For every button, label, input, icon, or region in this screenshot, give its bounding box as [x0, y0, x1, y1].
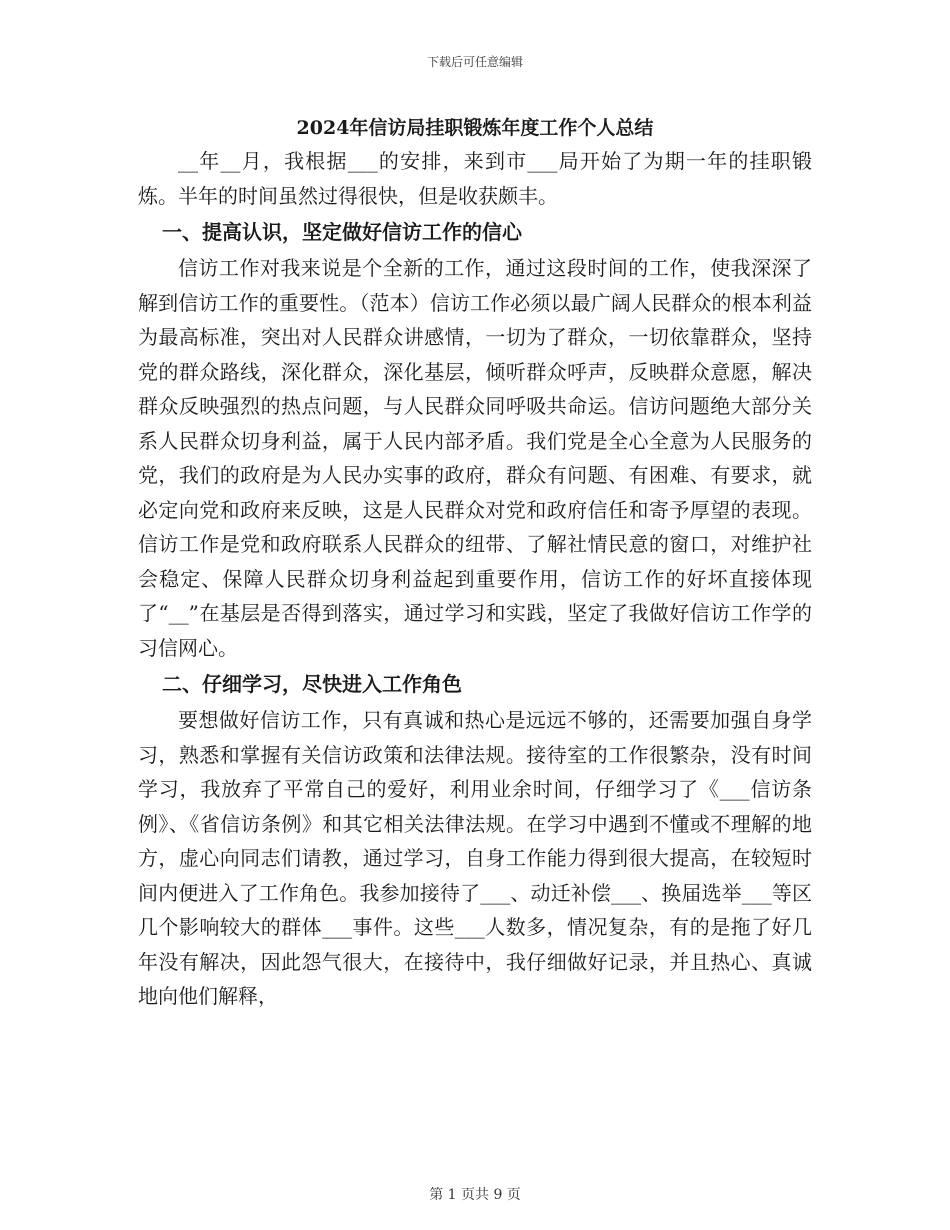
document-body — [138, 112, 812, 1014]
section-1-paragraph: 信访工作对我来说是个全新的工作，通过这段时间的工作，使我深深了解到信访工作的重要性。（范本）信访工作必须以最广阔人民群众的根本利益为最高标准，突出对人民群众讲感情，一切为了群众，一切依靠群众，坚持党的群众路线，深化群众，深化基层，倾听群众呼声，反映群众意愿，解决群众反映强烈的热点问题，与人民群众同呼吸共命运。信访问题绝大部分关系人民群众切身利益，属于人民内部矛盾。我们党是全心全意为人民服务的党，我们的政府是为人民办实事的政府，群众有问题、有困难、有要求，就必定向党和政府来反映，这是人民群众对党和政府信任和寄予厚望的表现。信访工作是党和政府联系人民群众的纽带、了解社情民意的窗口，对维护社会稳定、保障人民群众切身利益起到重要作用，信访工作的好坏直接体现了“__”在基层是否得到落实，通过学习和实践，坚定了我做好信访工作学的习信网心。 — [138, 256, 812, 660]
intro-paragraph: __年__月，我根据___的安排，来到市___局开始了为期一年的挂职锻炼。半年的时间虽然过得很快，但是收获颇丰。 — [138, 149, 812, 208]
section-1-heading: 一、提高认识，坚定做好信访工作的信心 — [162, 220, 522, 244]
section-2-heading: 二、仔细学习，尽快进入工作角色 — [162, 672, 462, 696]
document-title: 2024年信访局挂职锻炼年度工作个人总结 — [296, 117, 654, 139]
section-2-paragraph: 要想做好信访工作，只有真诚和热心是远远不够的，还需要加强自身学习，熟悉和掌握有关信访政策和法律法规。接待室的工作很繁杂，没有时间学习，我放弃了平常自己的爱好，利用业余时间，仔细学习了《___信访条例》、《省信访条例》和其它相关法律法规。在学习中遇到不懂或不理解的地方，虚心向同志们请教，通过学习，自身工作能力得到很大提高，在较短时间内便进入了工作角色。我参加接待了___、动迁补偿___、换届选举___等区几个影响较大的群体___事件。这些___人数多，情况复杂，有的是拖了好几年没有解决，因此怨气很大，在接待中，我仔细做好记录，并且热心、真诚地向他们解释， — [138, 708, 812, 1008]
page-header: 下载后可任意编辑 — [426, 55, 523, 69]
page-footer: 第 1 页共 9 页 — [429, 1187, 521, 1203]
